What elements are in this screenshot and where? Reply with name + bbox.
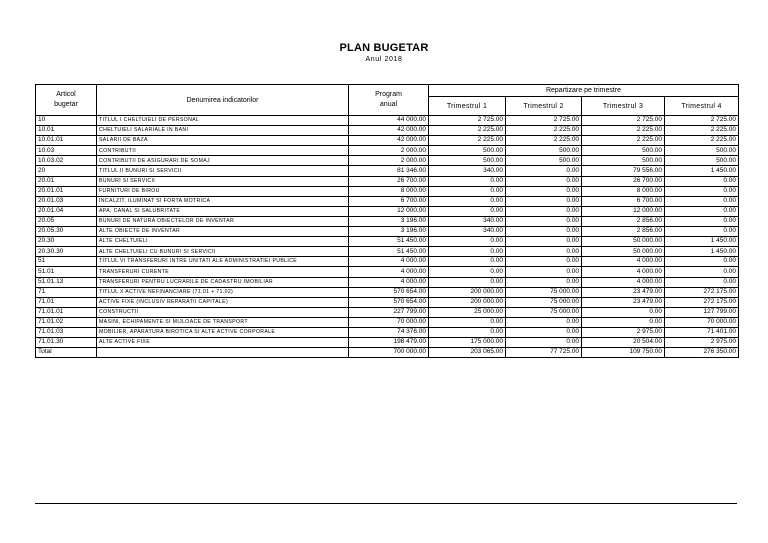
- cell-program: 26 700.00: [349, 176, 429, 186]
- table-row: [36, 126, 739, 136]
- cell-t2: 0.00: [506, 257, 582, 267]
- cell-name: TRANSFERURI CURENTE: [97, 267, 349, 277]
- cell-program: 198 479.00: [349, 338, 429, 348]
- cell-t4: 0.00: [665, 186, 739, 196]
- cell-name: FURNITURI DE BIROU: [97, 186, 349, 196]
- cell-t3: 26 700.00: [582, 176, 665, 186]
- cell-t3: 2 975.00: [582, 327, 665, 337]
- cell-t2: 0.00: [506, 196, 582, 206]
- cell-program: 51 450.00: [349, 237, 429, 247]
- cell-t3: 0.00: [582, 307, 665, 317]
- cell-program: 42 000.00: [349, 136, 429, 146]
- cell-t2: 0.00: [506, 338, 582, 348]
- cell-t1: 0.00: [429, 247, 506, 257]
- cell-t1: 340.00: [429, 227, 506, 237]
- cell-t4: 0.00: [665, 257, 739, 267]
- cell-t3: 2 856.00: [582, 216, 665, 226]
- cell-t2: 0.00: [506, 237, 582, 247]
- cell-program: 2 000.00: [349, 156, 429, 166]
- header-trimestru-1: Trimestrul 1: [429, 97, 506, 116]
- cell-t4: 127 799.00: [665, 307, 739, 317]
- cell-program: 3 196.00: [349, 216, 429, 226]
- footer-divider: [35, 503, 737, 504]
- cell-code: 10.03.02: [36, 156, 97, 166]
- header-trimestru-3: Trimestrul 3: [582, 97, 665, 116]
- cell-t2: 0.00: [506, 277, 582, 287]
- cell-t1: 0.00: [429, 277, 506, 287]
- cell-t4: 0.00: [665, 196, 739, 206]
- cell-t1: 2 225.00: [429, 126, 506, 136]
- cell-program: 74 376.00: [349, 327, 429, 337]
- budget-table: [35, 84, 739, 358]
- cell-name: BUNURI DE NATURA OBIECTELOR DE INVENTAR: [97, 216, 349, 226]
- cell-t1: 200 000.00: [429, 297, 506, 307]
- table-total-row: [36, 348, 739, 358]
- cell-program: 4 000.00: [349, 267, 429, 277]
- total-program: 700 000.00: [349, 348, 429, 358]
- cell-t2: 500.00: [506, 156, 582, 166]
- cell-program: 51 450.00: [349, 247, 429, 257]
- table-row: [36, 176, 739, 186]
- cell-t4: 1 450.00: [665, 247, 739, 257]
- table-row: [36, 327, 739, 337]
- cell-code: 71.01.30: [36, 338, 97, 348]
- cell-t4: 1 450.00: [665, 166, 739, 176]
- cell-code: 71.01.02: [36, 317, 97, 327]
- cell-t3: 23 479.00: [582, 287, 665, 297]
- cell-name: TITLUL II BUNURI SI SERVICII: [97, 166, 349, 176]
- cell-program: 81 346.00: [349, 166, 429, 176]
- cell-program: 8 000.00: [349, 186, 429, 196]
- cell-code: 10.03: [36, 146, 97, 156]
- cell-t4: 0.00: [665, 176, 739, 186]
- table-row: [36, 247, 739, 257]
- cell-t3: 500.00: [582, 156, 665, 166]
- table-row: [36, 277, 739, 287]
- cell-program: 4 000.00: [349, 277, 429, 287]
- cell-t1: 0.00: [429, 176, 506, 186]
- table-row: [36, 216, 739, 226]
- cell-name: MASINI, ECHIPAMENTE SI MIJLOACE DE TRANSPORT: [97, 317, 349, 327]
- table-row: [36, 196, 739, 206]
- cell-t3: 20 504.00: [582, 338, 665, 348]
- cell-name: MOBILIER, APARATURA BIROTICA SI ALTE ACTIVE CORPORALE: [97, 327, 349, 337]
- total-t3: 109 750.00: [582, 348, 665, 358]
- cell-name: INCALZIT, ILUMINAT SI FORTA MOTRICA: [97, 196, 349, 206]
- cell-t2: 2 225.00: [506, 136, 582, 146]
- cell-program: 4 000.00: [349, 257, 429, 267]
- cell-name: APA, CANAL SI SALUBRITATE: [97, 206, 349, 216]
- cell-code: 51: [36, 257, 97, 267]
- cell-t1: 200 000.00: [429, 287, 506, 297]
- header-trimestru-4: Trimestrul 4: [665, 97, 739, 116]
- cell-name: CHELTUIELI SALARIALE IN BANI: [97, 126, 349, 136]
- table-row: [36, 287, 739, 297]
- cell-t2: 0.00: [506, 166, 582, 176]
- cell-program: 3 196.00: [349, 227, 429, 237]
- total-label: Total: [36, 348, 97, 358]
- cell-code: 20.30.30: [36, 247, 97, 257]
- cell-t3: 8 000.00: [582, 186, 665, 196]
- cell-name: ALTE ACTIVE FIXE: [97, 338, 349, 348]
- cell-code: 20.01.03: [36, 196, 97, 206]
- cell-name: BUNURI SI SERVICII: [97, 176, 349, 186]
- cell-code: 20.01.01: [36, 186, 97, 196]
- cell-t3: 2 225.00: [582, 126, 665, 136]
- cell-t2: 75 000.00: [506, 307, 582, 317]
- cell-t3: 79 556.00: [582, 166, 665, 176]
- cell-code: 71.01: [36, 297, 97, 307]
- cell-code: 20.01.04: [36, 206, 97, 216]
- table-row: [36, 206, 739, 216]
- cell-t4: 0.00: [665, 227, 739, 237]
- cell-t4: 71 401.00: [665, 327, 739, 337]
- cell-t1: 340.00: [429, 166, 506, 176]
- cell-program: 12 000.00: [349, 206, 429, 216]
- table-row: [36, 136, 739, 146]
- cell-t1: 0.00: [429, 267, 506, 277]
- cell-program: 6 700.00: [349, 196, 429, 206]
- header-articol: Articol bugetar: [36, 85, 97, 116]
- cell-t2: 75 000.00: [506, 297, 582, 307]
- cell-name: TRANSFERURI PENTRU LUCRARILE DE CADASTRU IMOBILIAR: [97, 277, 349, 287]
- cell-t3: 0.00: [582, 317, 665, 327]
- cell-t1: 0.00: [429, 206, 506, 216]
- cell-name: TITLUL I CHELTUIELI DE PERSONAL: [97, 116, 349, 126]
- cell-code: 20.01: [36, 176, 97, 186]
- cell-t1: 2 225.00: [429, 136, 506, 146]
- cell-t1: 500.00: [429, 156, 506, 166]
- cell-t2: 0.00: [506, 317, 582, 327]
- cell-name: ALTE OBIECTE DE INVENTAR: [97, 227, 349, 237]
- table-row: [36, 267, 739, 277]
- cell-program: 570 654.00: [349, 287, 429, 297]
- cell-code: 20.05: [36, 216, 97, 226]
- total-t1: 203 065.00: [429, 348, 506, 358]
- cell-t3: 23 479.00: [582, 297, 665, 307]
- document-subtitle: Anul 2018: [365, 56, 403, 63]
- cell-code: 10.01: [36, 126, 97, 136]
- cell-t1: 0.00: [429, 237, 506, 247]
- cell-t4: 272 175.00: [665, 297, 739, 307]
- cell-name: TITLUL VI TRANSFERURI INTRE UNITATI ALE ADMINISTRATIEI PUBLICE: [97, 257, 349, 267]
- table-row: [36, 227, 739, 237]
- cell-t3: 2 225.00: [582, 136, 665, 146]
- header-trimestru-2: Trimestrul 2: [506, 97, 582, 116]
- table-row: [36, 307, 739, 317]
- cell-t4: 2 725.00: [665, 116, 739, 126]
- cell-code: 71: [36, 287, 97, 297]
- cell-name: ACTIVE FIXE (INCLUSIV REPARATII CAPITALE): [97, 297, 349, 307]
- cell-t2: 2 225.00: [506, 126, 582, 136]
- table-row: [36, 186, 739, 196]
- total-empty: [97, 348, 349, 358]
- cell-name: CONTRIBUTII: [97, 146, 349, 156]
- cell-t1: 0.00: [429, 257, 506, 267]
- cell-program: 2 000.00: [349, 146, 429, 156]
- cell-code: 10.01.01: [36, 136, 97, 146]
- cell-program: 42 000.00: [349, 126, 429, 136]
- table-row: [36, 116, 739, 126]
- cell-t2: 0.00: [506, 216, 582, 226]
- cell-t2: 75 000.00: [506, 287, 582, 297]
- table-row: [36, 338, 739, 348]
- cell-t1: 500.00: [429, 146, 506, 156]
- cell-t3: 500.00: [582, 146, 665, 156]
- cell-t4: 0.00: [665, 277, 739, 287]
- table-row: [36, 297, 739, 307]
- cell-t2: 0.00: [506, 206, 582, 216]
- cell-code: 10: [36, 116, 97, 126]
- cell-t2: 0.00: [506, 227, 582, 237]
- cell-t4: 500.00: [665, 156, 739, 166]
- table-row: [36, 166, 739, 176]
- cell-code: 20: [36, 166, 97, 176]
- cell-t1: 0.00: [429, 186, 506, 196]
- total-t4: 276 350.00: [665, 348, 739, 358]
- cell-t3: 6 700.00: [582, 196, 665, 206]
- cell-name: TITLUL X ACTIVE NEFINANCIARE (71.01 + 71.02): [97, 287, 349, 297]
- cell-t4: 0.00: [665, 206, 739, 216]
- cell-t2: 0.00: [506, 267, 582, 277]
- cell-t3: 12 000.00: [582, 206, 665, 216]
- cell-t4: 500.00: [665, 146, 739, 156]
- cell-name: ALTE CHELTUIELI CU BUNURI SI SERVICII: [97, 247, 349, 257]
- table-row: [36, 156, 739, 166]
- cell-t2: 0.00: [506, 247, 582, 257]
- cell-code: 20.30: [36, 237, 97, 247]
- cell-t2: 0.00: [506, 176, 582, 186]
- cell-name: CONTRIBUTII DE ASIGURARI DE SOMAJ: [97, 156, 349, 166]
- cell-code: 71.01.03: [36, 327, 97, 337]
- cell-t4: 0.00: [665, 216, 739, 226]
- cell-t4: 0.00: [665, 267, 739, 277]
- cell-t2: 500.00: [506, 146, 582, 156]
- cell-t1: 25 000.00: [429, 307, 506, 317]
- cell-t3: 2 725.00: [582, 116, 665, 126]
- header-denumirea: Denumirea indicatorilor: [97, 85, 349, 116]
- table-row: [36, 237, 739, 247]
- cell-program: 227 799.00: [349, 307, 429, 317]
- cell-t1: 0.00: [429, 317, 506, 327]
- header-repartizare: Repartizare pe trimestre: [429, 85, 739, 97]
- header-program: Program anual: [349, 85, 429, 116]
- total-t2: 77 725.00: [506, 348, 582, 358]
- cell-t3: 2 856.00: [582, 227, 665, 237]
- cell-t1: 340.00: [429, 216, 506, 226]
- cell-code: 51.01.13: [36, 277, 97, 287]
- cell-t3: 4 000.00: [582, 277, 665, 287]
- table-row: [36, 317, 739, 327]
- cell-t4: 70 000.00: [665, 317, 739, 327]
- cell-name: ALTE CHELTUIELI: [97, 237, 349, 247]
- cell-t1: 0.00: [429, 327, 506, 337]
- cell-t2: 0.00: [506, 186, 582, 196]
- cell-t4: 2 225.00: [665, 126, 739, 136]
- table-row: [36, 257, 739, 267]
- cell-code: 51.01: [36, 267, 97, 277]
- cell-t4: 272 175.00: [665, 287, 739, 297]
- cell-t1: 0.00: [429, 196, 506, 206]
- cell-code: 71.01.01: [36, 307, 97, 317]
- cell-program: 70 000.00: [349, 317, 429, 327]
- cell-t3: 50 000.00: [582, 247, 665, 257]
- table-row: [36, 146, 739, 156]
- cell-name: CONSTRUCTII: [97, 307, 349, 317]
- cell-code: 20.05.30: [36, 227, 97, 237]
- cell-t4: 2 975.00: [665, 338, 739, 348]
- cell-t1: 175 000.00: [429, 338, 506, 348]
- cell-t1: 2 725.00: [429, 116, 506, 126]
- cell-t3: 50 000.00: [582, 237, 665, 247]
- cell-t3: 4 000.00: [582, 257, 665, 267]
- cell-t4: 1 450.00: [665, 237, 739, 247]
- cell-name: SALARII DE BAZA: [97, 136, 349, 146]
- cell-program: 570 654.00: [349, 297, 429, 307]
- cell-t4: 2 225.00: [665, 136, 739, 146]
- cell-program: 44 000.00: [349, 116, 429, 126]
- cell-t3: 4 000.00: [582, 267, 665, 277]
- cell-t2: 0.00: [506, 327, 582, 337]
- document-title: PLAN BUGETAR: [339, 42, 429, 54]
- budget-table-body: [36, 116, 739, 358]
- cell-t2: 2 725.00: [506, 116, 582, 126]
